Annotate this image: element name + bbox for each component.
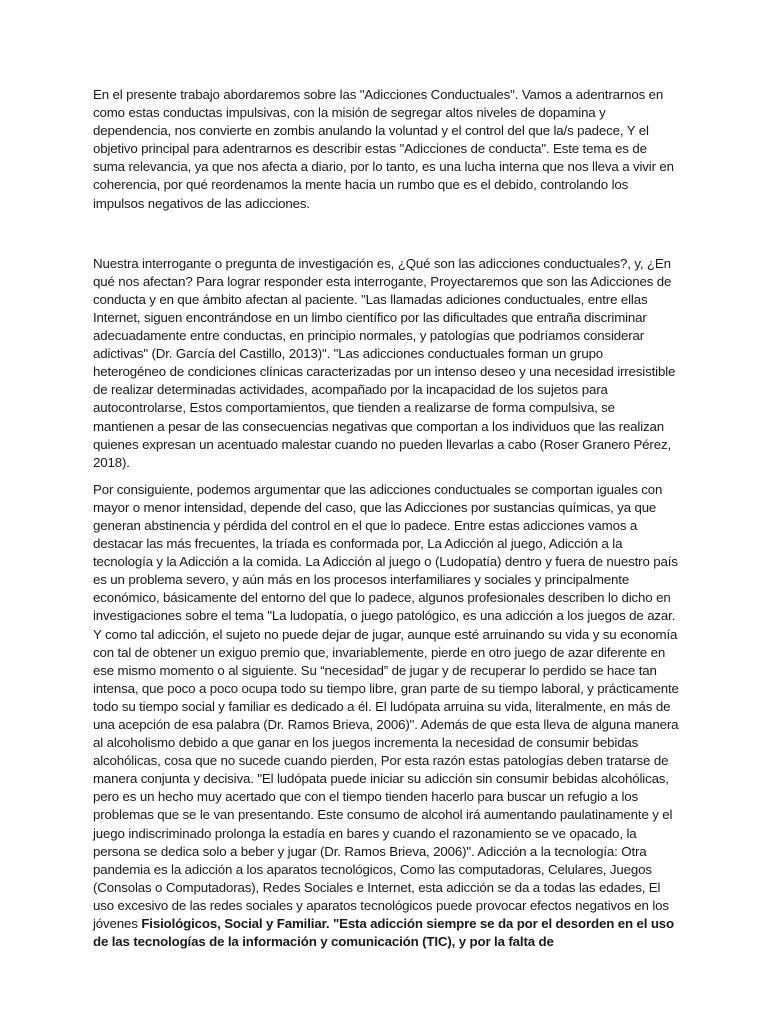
- paragraph-addiction-types: [93, 481, 679, 951]
- paragraph-addiction-types-bold-text: Fisiológicos, Social y Familiar. "Esta adicción siempre se da por el desorden en el uso de las tecnologías de la información y comunicación (TIC), y por la falta de: [93, 916, 675, 950]
- document-body: [93, 86, 679, 951]
- paragraph-addiction-types-text: Por consiguiente, podemos argumentar que las adicciones conductuales se comportan iguales con mayor o menor intensidad, depende del caso, que las Adicciones por sustancias químicas, ya que generan abstinencia y pérdida del control en el que lo padece. Entre estas adicciones vamos a destacar las más frecuentes, la tríada es conformada por, La Adicción al juego, Adicción a la tecnología y la Adicción a la comida. La Adicción al juego o (Ludopatía) dentro y fuera de nuestro país es un problema severo, y aún más en los procesos interfamiliares y sociales y principalmente económico, básicamente del entorno del que lo padece, algunos profesionales describen lo dicho en investigaciones sobre el tema "La ludopatía, o juego patológico, es una adicción a los juegos de azar. Y como tal adicción, el sujeto no puede dejar de jugar, aunque esté arruinando su vida y su economía con tal de obtener un exiguo premio que, invariablemente, pierde en otro juego de azar diferente en ese mismo momento o al siguiente. Su “necesidad” de jugar y de recuperar lo perdido se hace tan intensa, que poco a poco ocupa todo su tiempo libre, gran parte de su tiempo laboral, y prácticamente todo su tiempo social y familiar es dedicado a él. El ludópata arruina su vida, literalmente, en más de una acepción de esa palabra (Dr. Ramos Brieva, 2006)". Además de que esta lleva de alguna manera al alcoholismo debido a que ganar en los juegos incrementa la necesidad de consumir bebidas alcohólicas, cosa que no sucede cuando pierden, Por esta razón estas patologías deben tratarse de manera conjunta y decisiva. "El ludópata puede iniciar su adicción sin consumir bebidas alcohólicas, pero es un hecho muy acertado que con el tiempo tienden hacerlo para buscar un refugio a los problemas que se le van presentando. Este consumo de alcohol irá aumentando paulatinamente y el juego indiscriminado prolonga la estadía en bares y cuando el razonamiento se ve opacado, la persona se dedica solo a beber y jugar (Dr. Ramos Brieva, 2006)". Adicción a la tecnología: Otra pandemia es la adicción a los aparatos tecnológicos, Como las computadoras, Celulares, Juegos (Consolas o Computadoras), Redes Sociales e Internet, esta adicción se da a todas las edades, El uso excesivo de las redes sociales y aparatos tecnológicos puede provocar efectos negativos en los jóvenes: [93, 481, 679, 932]
- paragraph-introduction: En el presente trabajo abordaremos sobre las "Adicciones Conductuales". Vamos a adentrarnos en como estas conductas impulsivas, con la misión de segregar altos niveles de dopamina y dependencia, nos convierte en zombis anulando la voluntad y el control del que la/s padece, Y el objetivo principal para adentrarnos es describir estas "Adicciones de conducta". Este tema es de suma relevancia, ya que nos afecta a diario, por lo tanto, es una lucha interna que nos lleva a vivir en coherencia, por qué reordenamos la mente hacia un rumbo que es el debido, controlando los impulsos negativos de las adicciones.: [93, 87, 674, 211]
- paragraph-research-question: Nuestra interrogante o pregunta de investigación es, ¿Qué son las adicciones conductuales?, y, ¿En qué nos afectan? Para lograr responder esta interrogante, Proyectaremos que son las Adicciones de conducta y en que ámbito afectan al paciente. "Las llamadas adiciones conductuales, entre ellas Internet, siguen encontrándose en un limbo científico por las dificultades que entraña discriminar adecuadamente entre conductas, en principio normales, y patologías que podríamos considerar adictivas" (Dr. García del Castillo, 2013)". "Las adicciones conductuales forman un grupo heterogéneo de condiciones clínicas caracterizadas por un intenso deseo y una necesidad irresistible de realizar determinadas actividades, acompañado por la incapacidad de los sujetos para autocontrolarse, Estos comportamientos, que tienden a realizarse de forma compulsiva, se mantienen a pesar de las consecuencias negativas que comportan a los individuos que las realizan quienes expresan un acentuado malestar cuando no pueden llevarlas a cabo (Roser Granero Pérez, 2018).: [93, 255, 676, 470]
